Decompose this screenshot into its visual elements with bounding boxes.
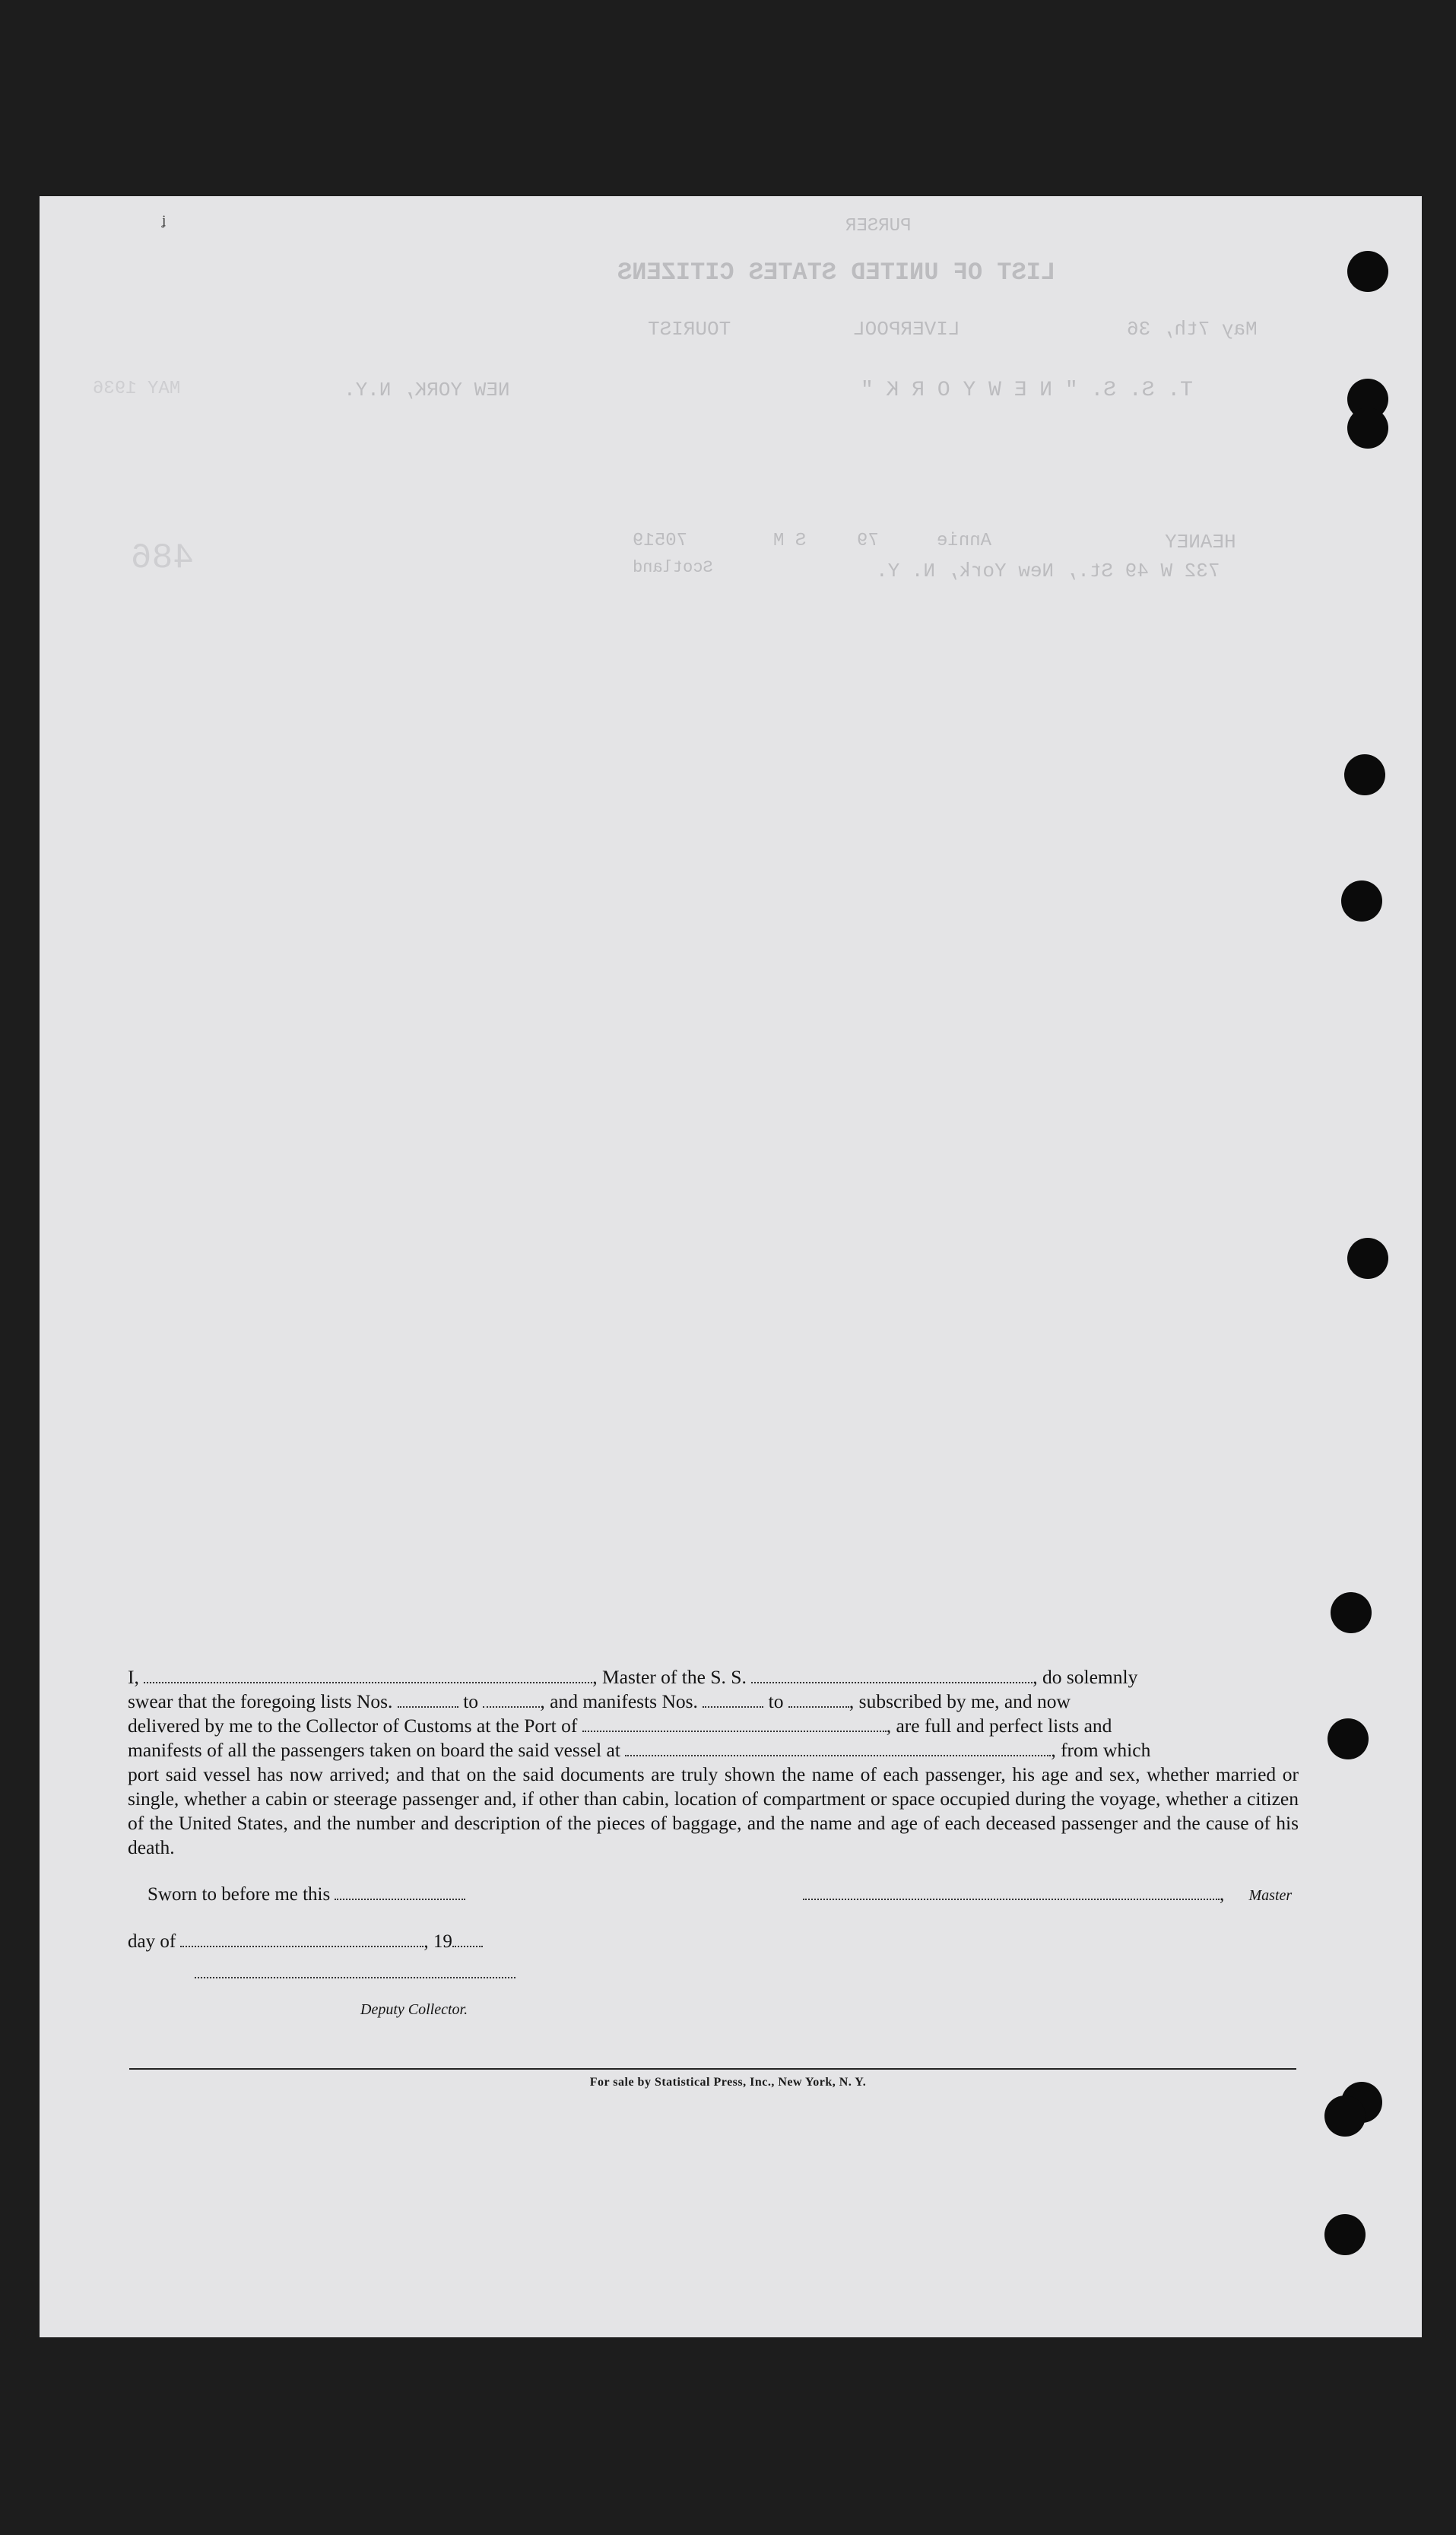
- master-signature-blank[interactable]: [803, 1894, 1220, 1900]
- oath-manifests-all: manifests of all the passengers taken on board the said vessel at: [128, 1739, 620, 1761]
- day-of-line: [128, 1931, 483, 1953]
- oath-delivered: delivered by me to the Collector of Customs at the Port of: [128, 1715, 578, 1737]
- oath-line-1: [128, 1665, 1299, 1689]
- master-signature-line: , Master: [803, 1884, 1292, 1905]
- oath-from-which: , from which: [1051, 1739, 1151, 1761]
- ghost-page-number: 486: [131, 538, 194, 578]
- lists-to-blank[interactable]: [483, 1702, 540, 1708]
- oath-manifests: , and manifests Nos.: [540, 1690, 698, 1712]
- punch-hole: [1324, 2096, 1366, 2137]
- master-name-blank[interactable]: [144, 1677, 592, 1683]
- oath-i: I,: [128, 1666, 139, 1688]
- oath-line-2: [128, 1689, 1299, 1714]
- ghost-birthplace: Scotland: [633, 558, 713, 577]
- oath-master-of: , Master of the S. S.: [592, 1666, 747, 1688]
- punch-hole: [1347, 1238, 1388, 1279]
- oath-solemnly: , do solemnly: [1033, 1666, 1138, 1688]
- lists-from-blank[interactable]: [398, 1702, 458, 1708]
- ship-name-blank[interactable]: [751, 1677, 1033, 1683]
- punch-hole: [1344, 754, 1385, 795]
- punch-hole: [1347, 251, 1388, 292]
- ghost-port: LIVERPOOL: [853, 318, 960, 341]
- day-of-label: day of: [128, 1931, 176, 1952]
- manifests-to-blank[interactable]: [788, 1702, 849, 1708]
- port-blank[interactable]: [582, 1726, 887, 1732]
- manifest-page: [40, 196, 1422, 2337]
- sworn-label: Sworn to before me this: [148, 1884, 331, 1905]
- ghost-surname: HEANEY: [1165, 531, 1236, 554]
- year-prefix: , 19: [423, 1931, 452, 1952]
- ghost-purser: PURSER: [845, 216, 912, 236]
- footer-rule: [129, 2068, 1296, 2070]
- manifests-from-blank[interactable]: [703, 1702, 763, 1708]
- punch-hole: [1331, 1592, 1372, 1633]
- oath-swear: swear that the foregoing lists Nos.: [128, 1690, 393, 1712]
- departure-port-blank[interactable]: [625, 1750, 1051, 1756]
- ghost-given-name: Annie: [937, 531, 992, 551]
- ghost-arrival-date: MAY 1936: [93, 379, 181, 399]
- punch-hole: [1341, 880, 1382, 922]
- oath-full: , are full and perfect lists and: [886, 1715, 1112, 1737]
- punch-hole: [1328, 1718, 1369, 1759]
- month-blank[interactable]: [180, 1941, 423, 1947]
- year-blank[interactable]: [452, 1941, 483, 1947]
- printer-imprint: For sale by Statistical Press, Inc., New York, N. Y.: [589, 2076, 867, 2089]
- oath-line-3: [128, 1714, 1299, 1738]
- ghost-arrival-port: NEW YORK, N.Y.: [344, 379, 510, 401]
- oath-to-2: to: [768, 1690, 784, 1712]
- ghost-age: 79: [857, 531, 879, 551]
- ghost-class: TOURIST: [648, 318, 731, 341]
- ghost-date: May 7th, 36: [1127, 318, 1258, 341]
- sworn-date-blank[interactable]: [335, 1894, 465, 1900]
- ghost-certificate: 70519: [633, 531, 688, 551]
- deputy-collector-label: Deputy Collector.: [360, 2001, 468, 2018]
- sworn-line: [148, 1884, 465, 1905]
- pencil-tick-mark: ᶨ: [161, 211, 166, 236]
- oath-to-1: to: [463, 1690, 479, 1712]
- punch-hole: [1347, 408, 1388, 449]
- ghost-address: 732 W 49 St., New York, N. Y.: [876, 560, 1220, 582]
- master-oath: [128, 1665, 1299, 1860]
- oath-rest: port said vessel has now arrived; and that on the said documents are truly shown the name of each passenger, his age and sex, whether married or single, whether a cabin or steerage passenger and, if other than cabin, location of compartment or space occupied during the voyage, whether a citizen of the United States, and the number and description of the pieces of baggage, and the name and age of each deceased passenger and the cause of his death.: [128, 1763, 1299, 1858]
- master-label: Master: [1248, 1887, 1293, 1904]
- deputy-signature-blank[interactable]: [195, 1972, 515, 1978]
- oath-line-4: [128, 1738, 1299, 1762]
- deputy-signature-line: [195, 1972, 515, 1978]
- ghost-ship-name: T. S. S. " N E W Y O R K ": [861, 379, 1193, 402]
- ghost-sex-status: S M: [773, 531, 807, 551]
- ghost-list-title: LIST OF UNITED STATES CITIZENS: [617, 259, 1056, 287]
- punch-hole: [1324, 2214, 1366, 2255]
- oath-subscribed: , subscribed by me, and now: [849, 1690, 1071, 1712]
